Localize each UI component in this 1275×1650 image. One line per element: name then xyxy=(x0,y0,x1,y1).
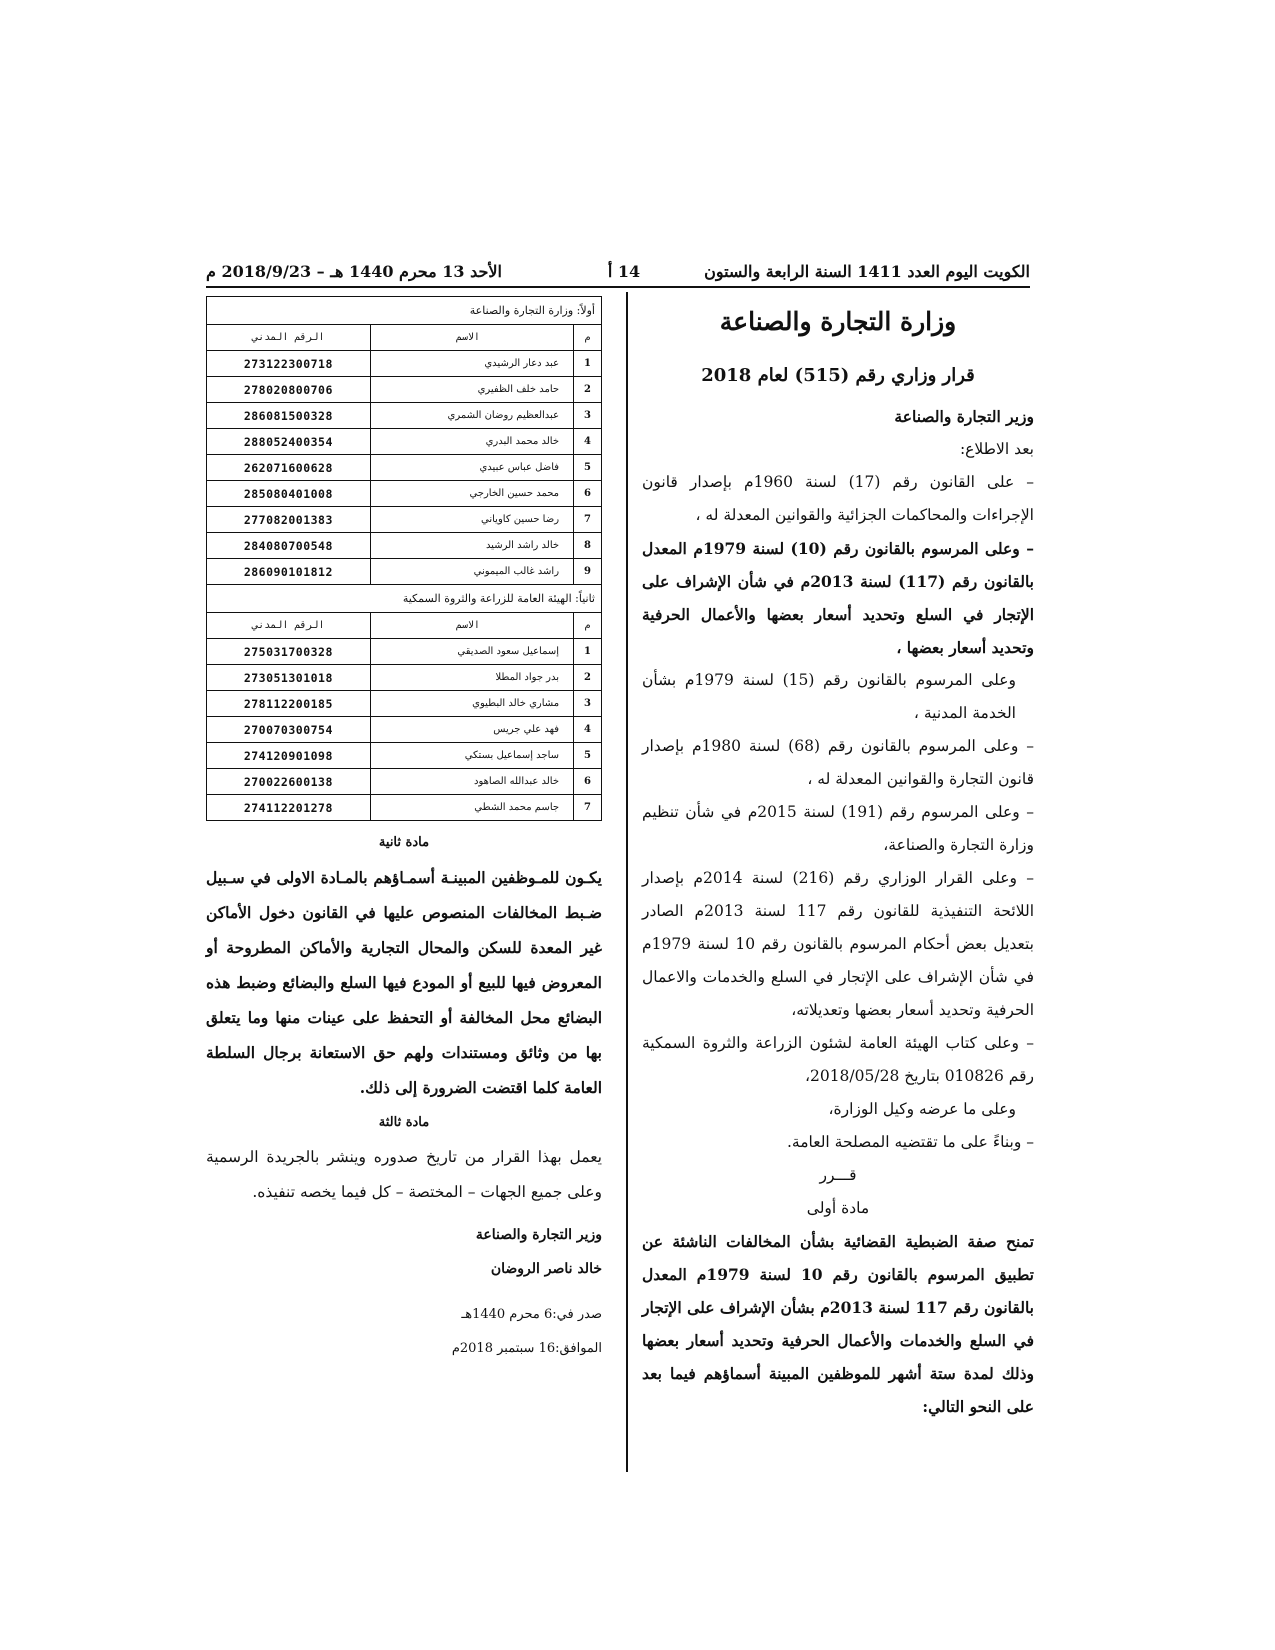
preamble-8: وعلى ما عرضه وكيل الوزارة، xyxy=(828,1100,1016,1118)
article-1-title: مادة أولى xyxy=(806,1199,870,1217)
employee-name: خالد محمد البدري xyxy=(370,429,573,455)
employee-name: عبدالعظيم روضان الشمري xyxy=(370,403,573,429)
row-number: 2 xyxy=(574,377,602,403)
decision-column xyxy=(642,300,1034,1423)
employee-name: خالد راشد الرشيد xyxy=(370,533,573,559)
civil-id: 286081500328 xyxy=(207,403,371,429)
civil-id: 286090101812 xyxy=(207,559,371,585)
employee-name: خالد عبدالله الصاهود xyxy=(370,769,573,795)
preamble-4: – وعلى المرسوم بالقانون رقم (68) لسنة 1980م بإصدار قانون التجارة والقوانين المعدلة له ، xyxy=(642,737,1034,788)
employee-name: فاضل عباس عبيدي xyxy=(370,455,573,481)
running-header xyxy=(206,256,1030,286)
preamble-2: – وعلى المرسوم بالقانون رقم (10) لسنة 1979م المعدل بالقانون رقم (117) لسنة 2013م في شأن الإشراف على الإتجار في السلع وتحديد أسعار بعضها والأعمال الحرفية وتحديد أسعار بعضها ، xyxy=(642,539,1034,657)
row-number: 6 xyxy=(574,769,602,795)
civil-id: 284080700548 xyxy=(207,533,371,559)
civil-id: 273051301018 xyxy=(207,665,371,691)
row-number: 1 xyxy=(574,639,602,665)
column-header-name: الاسم xyxy=(370,325,573,351)
column-divider xyxy=(626,292,628,1472)
employee-name: مشاري خالد البطيوي xyxy=(370,691,573,717)
table-row xyxy=(207,717,602,743)
article-2-title: مادة ثانية xyxy=(378,835,430,850)
issue-date-block xyxy=(206,1298,602,1366)
row-number: 8 xyxy=(574,533,602,559)
civil-id: 275031700328 xyxy=(207,639,371,665)
preamble-3: وعلى المرسوم بالقانون رقم (15) لسنة 1979م بشأن الخدمة المدنية ، xyxy=(642,671,1016,722)
decided-heading: قـــرر xyxy=(819,1166,857,1184)
civil-id: 277082001383 xyxy=(207,507,371,533)
row-number: 9 xyxy=(574,559,602,585)
employee-name: بدر جواد المطلا xyxy=(370,665,573,691)
issued-hijri: صدر في:6 محرم 1440هـ xyxy=(461,1307,602,1322)
ministry-title: وزارة التجارة والصناعة xyxy=(719,307,957,336)
article-1-text: تمنح صفة الضبطية القضائية بشأن المخالفات الناشئة عن تطبيق المرسوم بالقانون رقم 10 لسنة 1979م المعدل بالقانون رقم 117 لسنة 2013م بشأن الإشراف على الإتجار في السلع والخدمات والأعمال الحرفية وتحديد أسعار بعضها وذلك لمدة ستة أشهر للموظفين المبينة أسماؤهم فيما بعد على النحو التالي: xyxy=(642,1232,1034,1416)
page-number: 14 أ xyxy=(607,262,641,281)
column-header-civil-id: الرقم المدني xyxy=(207,613,371,639)
row-number: 6 xyxy=(574,481,602,507)
signatory-name: خالد ناصر الروضان xyxy=(490,1261,602,1277)
civil-id: 288052400354 xyxy=(207,429,371,455)
article-2-text: يكـون للمـوظفين المبينـة أسمـاؤهم بالمـادة الاولى في سـبيل ضـبط المخالفات المنصوص عليها في القانون دخول الأماكن غير المعدة للسكن والمحال التجارية والأماكن المطروحة أو المعروض فيها للبيع أو المودع فيها السلع والبضائع وضبط هذه البضائع محل المخالفة أو التحفظ على عينات منها وما يتعلق بها من وثائق ومستندات ولهم حق الاستعانة برجال السلطة العامة كلما اقتضت الضرورة إلى ذلك. xyxy=(206,868,602,1097)
employee-name: راشد غالب الميموني xyxy=(370,559,573,585)
employee-name: إسماعيل سعود الصديقي xyxy=(370,639,573,665)
table-row xyxy=(207,507,602,533)
issue-date: الأحد 13 محرم 1440 هـ – 2018/9/23 م xyxy=(206,262,502,281)
table-header-row xyxy=(207,325,602,351)
employees-table xyxy=(206,296,602,821)
row-number: 3 xyxy=(574,403,602,429)
table-header-row xyxy=(207,613,602,639)
row-number: 7 xyxy=(574,795,602,821)
civil-id: 262071600628 xyxy=(207,455,371,481)
minister-line: وزير التجارة والصناعة xyxy=(894,407,1034,426)
section-1-title: أولاً: وزارة التجارة والصناعة xyxy=(207,297,602,325)
column-header-number: م xyxy=(574,325,602,351)
table-row xyxy=(207,403,602,429)
section-1-header-row xyxy=(207,297,602,325)
civil-id: 278112200185 xyxy=(207,691,371,717)
employee-name: جاسم محمد الشطي xyxy=(370,795,573,821)
after-review-line: بعد الاطلاع: xyxy=(959,440,1034,458)
issued-gregorian: الموافق:16 سبتمبر 2018م xyxy=(451,1341,602,1356)
table-row xyxy=(207,429,602,455)
row-number: 5 xyxy=(574,743,602,769)
row-number: 1 xyxy=(574,351,602,377)
row-number: 3 xyxy=(574,691,602,717)
table-row xyxy=(207,769,602,795)
articles-block xyxy=(206,825,602,1366)
row-number: 4 xyxy=(574,717,602,743)
civil-id: 285080401008 xyxy=(207,481,371,507)
preamble-5: – وعلى المرسوم رقم (191) لسنة 2015م في شأن تنظيم وزارة التجارة والصناعة، xyxy=(642,803,1034,854)
column-header-civil-id: الرقم المدني xyxy=(207,325,371,351)
table-row xyxy=(207,795,602,821)
table-row xyxy=(207,691,602,717)
decree-title: قرار وزاري رقم (515) لعام 2018 xyxy=(701,365,975,386)
table-row xyxy=(207,639,602,665)
civil-id: 278020800706 xyxy=(207,377,371,403)
preamble-7: – وعلى كتاب الهيئة العامة لشئون الزراعة والثروة السمكية رقم 010826 بتاريخ 2018/05/28، xyxy=(642,1034,1034,1085)
header-rule xyxy=(206,286,1030,288)
preamble-6: – وعلى القرار الوزاري رقم (216) لسنة 2014م بإصدار اللائحة التنفيذية للقانون رقم 117 لسنة 2013م الصادر بتعديل بعض أحكام المرسوم بالقانون رقم 10 لسنة 1979م في شأن الإشراف على الإتجار في السلع والخدمات والاعمال الحرفية وتحديد أسعار بعضها وتعديلاته، xyxy=(642,869,1034,1019)
civil-id: 274112201278 xyxy=(207,795,371,821)
column-header-name: الاسم xyxy=(370,613,573,639)
preamble-9: – وبناءً على ما تقتضيه المصلحة العامة. xyxy=(786,1133,1034,1151)
employee-name: ساجد إسماعيل بستكي xyxy=(370,743,573,769)
preamble-1: – على القانون رقم (17) لسنة 1960م بإصدار قانون الإجراءات والمحاكمات الجزائية والقوانين المعدلة له ، xyxy=(642,473,1034,524)
table-row xyxy=(207,533,602,559)
table-row xyxy=(207,377,602,403)
row-number: 2 xyxy=(574,665,602,691)
table-row xyxy=(207,665,602,691)
article-3-text: يعمل بهذا القرار من تاريخ صدوره وينشر بالجريدة الرسمية وعلى جميع الجهات – المختصة – كل فيما يخصه تنفيذه. xyxy=(206,1148,602,1201)
civil-id: 270070300754 xyxy=(207,717,371,743)
employee-name: محمد حسين الخارجي xyxy=(370,481,573,507)
civil-id: 270022600138 xyxy=(207,769,371,795)
employee-name: فهد علي جريس xyxy=(370,717,573,743)
table-row xyxy=(207,455,602,481)
civil-id: 274120901098 xyxy=(207,743,371,769)
row-number: 7 xyxy=(574,507,602,533)
row-number: 4 xyxy=(574,429,602,455)
section-2-header-row xyxy=(207,585,602,613)
employee-name: عبد دعار الرشيدي xyxy=(370,351,573,377)
employee-name: رضا حسين كاوياني xyxy=(370,507,573,533)
column-header-number: م xyxy=(574,613,602,639)
employee-name: حامد خلف الظفيري xyxy=(370,377,573,403)
article-3-title: مادة ثالثة xyxy=(378,1115,430,1130)
annex-column xyxy=(206,296,602,1366)
gazette-issue-label: الكويت اليوم العدد 1411 السنة الرابعة والستون xyxy=(704,262,1030,281)
signature-block xyxy=(206,1218,602,1286)
table-row xyxy=(207,481,602,507)
signatory-title: وزير التجارة والصناعة xyxy=(475,1227,602,1243)
table-row xyxy=(207,351,602,377)
table-row xyxy=(207,559,602,585)
table-row xyxy=(207,743,602,769)
civil-id: 273122300718 xyxy=(207,351,371,377)
row-number: 5 xyxy=(574,455,602,481)
section-2-title: ثانياً: الهيئة العامة للزراعة والثروة السمكية xyxy=(207,585,602,613)
